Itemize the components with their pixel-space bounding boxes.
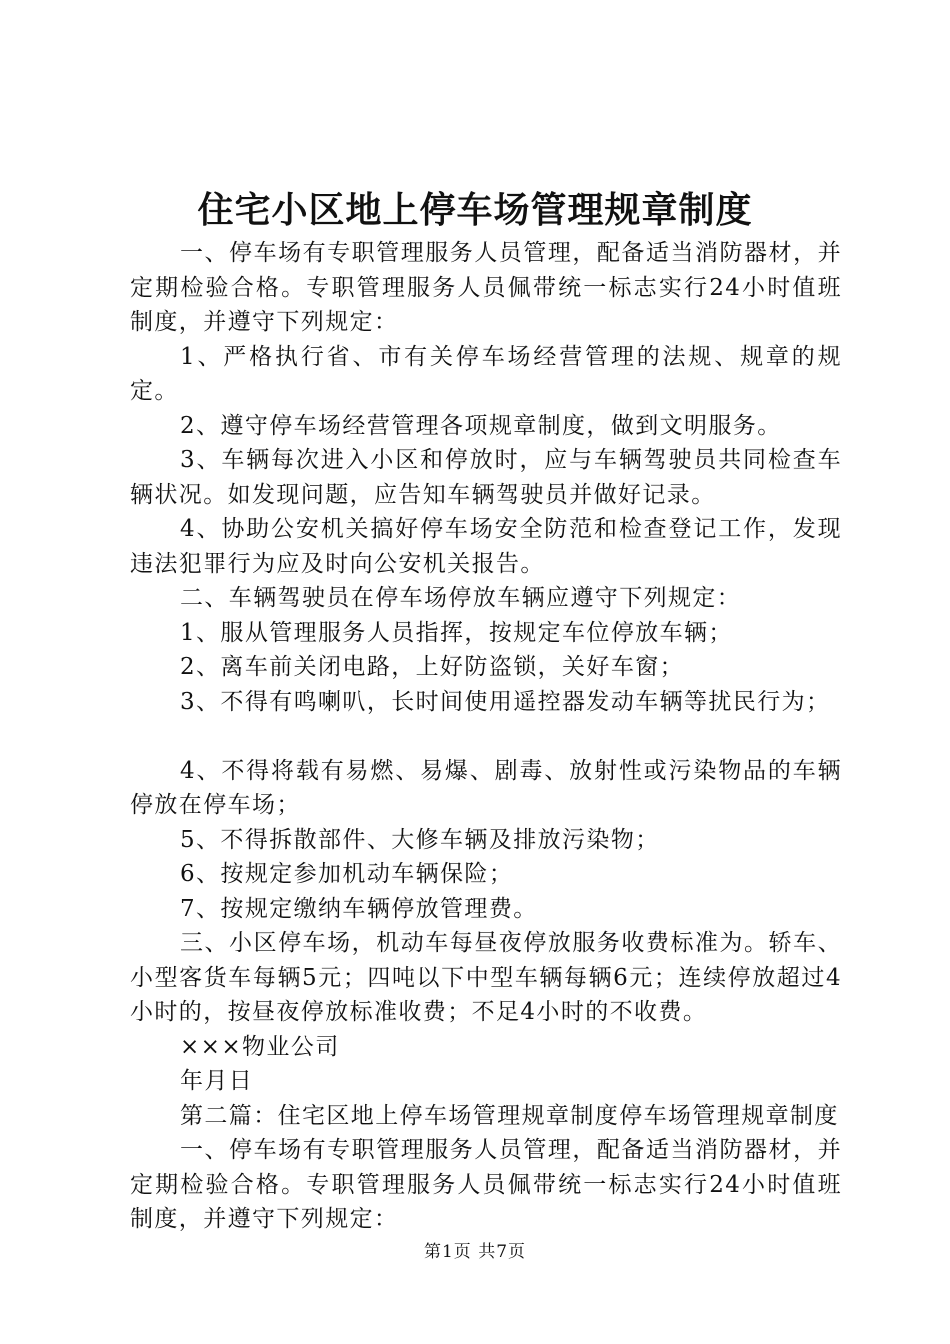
- paragraph: 7、按规定缴纳车辆停放管理费。: [180, 895, 538, 922]
- paragraph: 三、小区停车场，机动车每昼夜停放服务收费标准为。轿车、小型客货车每辆5元；四吨以下中型车辆每辆6元；连续停放超过4小时的，按昼夜停放标准收费；不足4小时的不收费。: [130, 930, 842, 1025]
- signature-company: ×××物业公司: [180, 1033, 340, 1060]
- paragraph: 一、停车场有专职管理服务人员管理，配备适当消防器材，并定期检验合格。专职管理服务人员佩带统一标志实行24小时值班制度，并遵守下列规定：: [130, 240, 842, 335]
- paragraph: 4、不得将载有易燃、易爆、剧毒、放射性或污染物品的车辆停放在停车场；: [130, 757, 842, 818]
- paragraph: 1、严格执行省、市有关停车场经营管理的法规、规章的规定。: [130, 343, 842, 404]
- paragraph: 2、离车前关闭电路，上好防盗锁，关好车窗；: [180, 654, 685, 680]
- paragraph: 3、不得有鸣喇叭，长时间使用遥控器发动车辆等扰民行为；: [180, 688, 831, 715]
- paragraph: 二、车辆驾驶员在停车场停放车辆应遵守下列规定：: [180, 585, 742, 611]
- paragraph: 4、协助公安机关搞好停车场安全防范和检查登记工作，发现违法犯罪行为应及时向公安机关报告。: [130, 516, 842, 577]
- document-title: 住宅小区地上停车场管理规章制度: [197, 189, 753, 231]
- signature-date: 年月日: [180, 1068, 254, 1094]
- paragraph: 1、服从管理服务人员指挥，按规定车位停放车辆；: [180, 619, 733, 646]
- paragraph: 5、不得拆散部件、大修车辆及排放污染物；: [180, 826, 660, 853]
- paragraph: 3、车辆每次进入小区和停放时，应与车辆驾驶员共同检查车辆状况。如发现问题，应告知车辆驾驶员并做好记录。: [130, 447, 842, 508]
- paragraph: 一、停车场有专职管理服务人员管理，配备适当消防器材，并定期检验合格。专职管理服务人员佩带统一标志实行24小时值班制度，并遵守下列规定：: [130, 1137, 842, 1232]
- page-footer: 第1页 共7页: [423, 1242, 527, 1262]
- paragraph: 6、按规定参加机动车辆保险；: [180, 861, 514, 887]
- blank-line: [130, 719, 842, 754]
- paragraph: 2、遵守停车场经营管理各项规章制度，做到文明服务。: [180, 412, 782, 439]
- paragraph: 第二篇：住宅区地上停车场管理规章制度停车场管理规章制度: [180, 1102, 839, 1129]
- document-body: [130, 236, 842, 1237]
